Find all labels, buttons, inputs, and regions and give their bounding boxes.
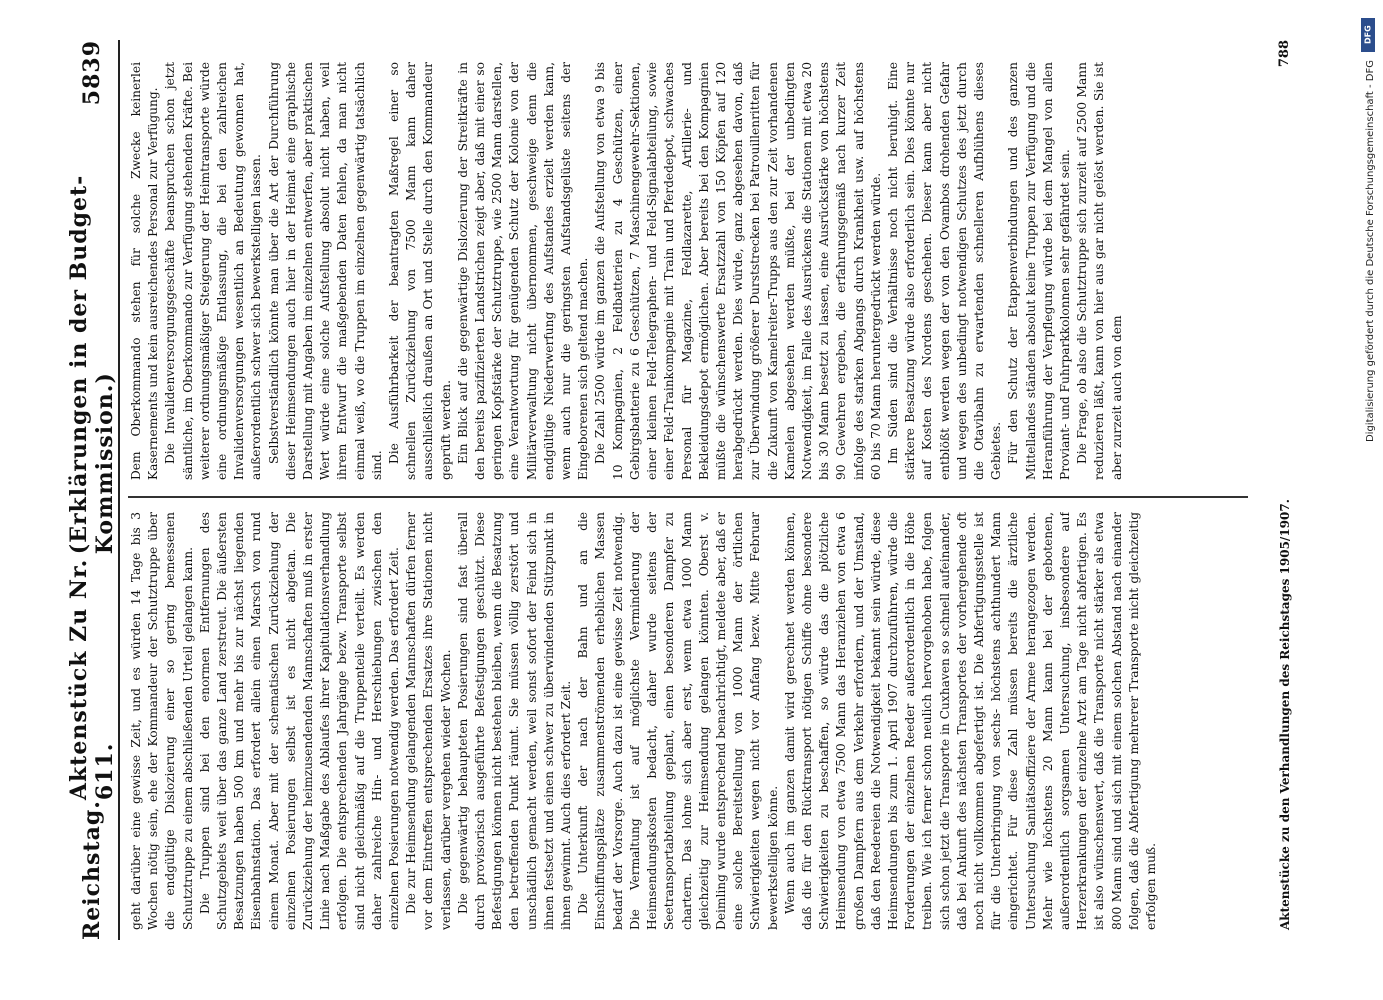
paragraph: Die gegenwärtig behaupteten Posierungen sind fast überall durch provisorisch ausgeführte Befestigungen geschützt. Diese Befestigungen können nicht bestehen bleiben, wenn die Besatzung den betreffenden Punkt räumt. Sie müssen völlig zerstört und unschädlich gemacht werden, weil sonst sofort der Feind sich in ihnen festsetzt und einen schwer zu überwindenden Stützpunkt in ihnen gewinnt. Auch dies erfordert Zeit.	[455, 512, 574, 930]
digitization-sidebar	[1359, 10, 1379, 1000]
paragraph: Die Zahl 2500 würde im ganzen die Aufstellung von etwa 9 bis 10 Kompagnien, 2 Feldbatterien zu 4 Geschützen, einer Gebirgsbatterie zu 6 Geschützen, 7 Maschinengewehr-Sektionen, einer kleinen Feld-Telegraphen- und Feld-Signalabteilung, sowie einer Feld-Trainkompagnie mit Train und Pferdedepot, schwaches Personal für Magazine, Feldlazarette, Artillerie- und Bekleidungsdepot ermöglichen. Aber bereits bei den Kompagnien müßte die wünschenswerte Ersatzzahl von 150 Köpfen auf 120 herabgedrückt werden. Dies würde, ganz abgesehen davon, daß zur Überwindung größerer Durststrecken bei Patrouillenritten für die Zukunft von Kamelreiter-Trupps aus den zur Zeit vorhandenen Kamelen abgesehen werden müßte, bei der unbedingten Notwendigkeit, im Falle des Ausrückens die Stationen mit etwa 20 bis 30 Mann besetzt zu lassen, eine Ausrückstärke von höchstens 90 Gewehren ergeben, die erfahrungsgemäß nach kurzer Zeit infolge des starken Abgangs durch Krankheit usw. auf höchstens 60 bis 70 Mann heruntergedrückt werden würde.	[593, 62, 883, 480]
header-left: Reichstag.	[79, 800, 105, 940]
right-column	[128, 62, 1260, 480]
paragraph: Für den Schutz der Etappenverbindungen und des ganzen Mittellandes ständen absolut keine Truppen zur Verfügung und die Heranführung der Verpflegung würde bei dem Mangel von allen Proviant- und Fuhrparkkolonnen sehr gefährdet sein.	[1006, 62, 1072, 480]
paragraph: Wenn auch im ganzen damit wird gerechnet werden können, daß die für den Rücktransport nötigen Schiffe ohne besondere Schwierigkeiten zu beschaffen, so würde das die plötzliche Heimsendung von etwa 7500 Mann das Heranziehen von etwa 6 großen Dampfern aus dem Verkehr erfordern, und der Umstand, daß den Reedereien die Notwendigkeit bekannt sein würde, diese Heimsendungen bis zum 1. April 1907 durchzuführen, würde die Forderungen der einzelnen Reeder außerordentlich in die Höhe treiben. Wie ich ferner schon neulich hervorgehoben habe, folgen sich schon jetzt die Transporte in Cuxhaven so schnell aufeinander, daß bei Ankunft des nächsten Transportes der vorhergehende oft noch nicht vollkommen abgefertigt ist. Die Abfertigungsstelle ist für die Unterbringung von sechs- höchstens achthundert Mann eingerichtet. Für diese Zahl müssen bereits die ärztliche Untersuchung Sanitätsoffiziere der Armee herangezogen werden. Mehr wie höchstens 20 Mann kann bei der gebotenen, außerordentlich sorgsamen Untersuchung, insbesondere auf Herzerkrankungen der einzelne Arzt am Tage nicht abfertigen. Es ist also wünschenswert, daß die Transporte nicht stärker als etwa 800 Mann sind und sich mit einem solchen Abstand nach einander folgen, daß die Abfertigung mehrerer Transporte nicht gleichzeitig erfolgen muß.	[782, 512, 1158, 930]
page-header	[66, 40, 118, 940]
paragraph: Die Frage, ob also die Schutztruppe sich zurzeit auf 2500 Mann reduzieren läßt, kann von hier aus gar nicht gelöst werden. Sie ist aber zurzeit auch von dem	[1075, 62, 1124, 480]
header-center-2: (Erklärungen in der Budget-Kommission.)	[66, 174, 118, 555]
column-divider	[128, 497, 1248, 499]
paragraph: Ein Blick auf die gegenwärtige Dislozierung der Streitkräfte in den bereits pazifizierten Landstrichen zeigt aber, daß mit einer so geringen Kopfstärke der Schutztruppe, wie 2500 Mann darstellen, eine Verantwortung für genügenden Schutz der Kolonie von der Militärverwaltung nicht übernommen, geschweige denn die endgültige Niederwerfung des Aufstandes erzielt werden kann, wenn auch nur die geringsten Aufstandsgelüste seitens der Eingeborenen sich geltend machen.	[455, 62, 591, 480]
paragraph: Die Truppen sind bei den enormen Entfernungen des Schutzgebiets weit über das ganze Land zerstreut. Die äußersten Besatzungen haben 500 km und mehr bis zur nächst liegenden Eisenbahnstation. Das erfordert allein einen Marsch von rund einem Monat. Aber mit der schematischen Zurückziehung der einzelnen Posierungen selbst ist es nicht abgetan. Die Zurückziehung der heimzusendenden Mannschaften muß in erster Linie nach Maßgabe des Ablaufes ihrer Kapitulationsverhandlung erfolgen. Die entsprechenden Jahrgänge bezw. Transporte selbst sind nicht gleichmäßig auf die Truppenteile verteilt. Es werden daher zahlreiche Hin- und Herschiebungen zwischen den einzelnen Posierungen notwendig werden. Das erfordert Zeit.	[197, 512, 402, 930]
paragraph: Die Ausführbarkeit der beantragten Maßregel einer so schnellen Zurückziehung von 7500 Mann kann daher ausschließlich draußen an Ort und Stelle durch den Kommandeur geprüft werden.	[387, 62, 453, 480]
paragraph: geht darüber eine gewisse Zeit, und es würden 14 Tage bis 3 Wochen nötig sein, ehe der Kommandeur der Schutztruppe über die endgültige Dislozierung einer so gering bemessenen Schutztruppe zu einem abschließenden Urteil gelangen kann.	[129, 512, 195, 930]
header-page-number: 5839	[79, 40, 105, 106]
paragraph: Die Invalidenversorgungsgeschäfte beanspruchen schon jetzt sämtliche, im Oberkommando zur Verfügung stehenden Kräfte. Bei weiterer ordnungsmäßiger Steigerung der Heimtransporte würde eine ordnungsmäßige Entlassung, die bei den zahlreichen Invalidenversorgungen wesentlich an Bedeutung gewonnen hat, außerordentlich schwer sich bewerkstelligen lassen.	[163, 62, 264, 480]
bottom-page-number: 788	[1277, 40, 1292, 68]
paragraph: Im Süden sind die Verhältnisse noch nicht beruhigt. Eine stärkere Besatzung würde also erforderlich sein. Dies könnte nur auf Kosten des Nordens geschehen. Dieser kann aber nicht entblößt werden wegen der von den Ovambos drohenden Gefahr und wegen des unbedingt notwendigen Schutzes des jetzt durch die Otavibahn zu erwartenden schnelleren Aufblühens dieses Gebietes.	[885, 62, 1004, 480]
dfg-logo: DFG	[1361, 18, 1375, 52]
page-footer: Aktenstücke zu den Verhandlungen des Reichstages 1905/1907.	[1278, 499, 1292, 930]
paragraph: Die Unterkunft der nach der Bahn und an die Einschiffungsplätze zusammenströmenden erheblichen Massen bedarf der Vorsorge. Auch dazu ist eine gewisse Zeit notwendig. Die Vermaltung ist auf möglichste Verminderung der Heimsendungskosten bedacht, daher wurde seitens der Seetransportabteilung geplant, einen besonderen Dampfer zu chartern. Das lohne sich aber erst, wenn etwa 1000 Mann gleichzeitig zur Heimsendung gelangen könnten. Oberst v. Deimling wurde entsprechend benachrichtigt, meldete aber, daß er eine solche Bereitstellung von 1000 Mann der örtlichen Schwierigkeiten wegen nicht vor Anfang bezw. Mitte Februar bewerkstelligen könne.	[576, 512, 780, 930]
digitization-notice: Digitalisierung gefördert durch die Deutsche Forschungsgemeinschaft - DFG	[1365, 60, 1376, 443]
paragraph: Selbstverständlich könnte man über die Art der Durchführung dieser Heimsendungen auch hier in der Heimat eine graphische Darstellung mit Angaben im einzelnen entwerfen, aber praktischen Wert würde eine solche Aufstellung absolut nicht haben, weil ihrem Entwurf die maßgebenden Daten fehlen, da man nicht einmal weiß, wo die Truppen im einzelnen gegenwärtig tatsächlich sind.	[266, 62, 384, 480]
header-center: Aktenstück Zu Nr. 611.	[66, 558, 118, 801]
header-rule	[118, 40, 120, 940]
paragraph: Dem Oberkommando stehen für solche Zwecke keinerlei Kasernements und kein ausreichendes Personal zur Verfügung.	[129, 62, 161, 480]
document-page	[40, 0, 1340, 1000]
paragraph: Die zur Heimsendung gelangenden Mannschaften dürfen ferner vor dem Eintreffen entsprechenden Ersatzes ihre Stationen nicht verlassen, darüber vergehen wieder Wochen.	[404, 512, 453, 930]
left-column	[128, 512, 1260, 930]
